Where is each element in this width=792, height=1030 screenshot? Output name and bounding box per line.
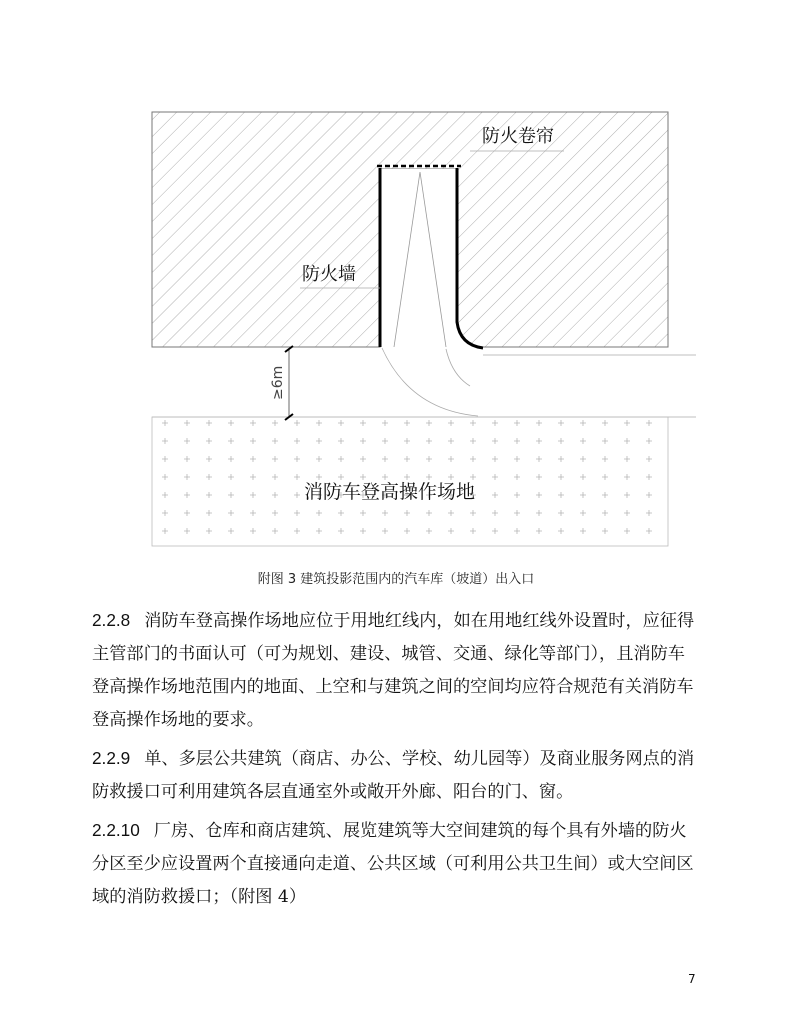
section-text: 单、多层公共建筑（商店、办公、学校、幼儿园等）及商业服务网点的消防救援口可利用建筑各层直通室外或敞开外廊、阳台的门、窗。 — [92, 749, 695, 802]
section-number: 2.2.10 — [92, 820, 140, 840]
section-number: 2.2.9 — [92, 748, 131, 768]
page-number: 7 — [688, 972, 696, 986]
section-text: 厂房、仓库和商店建筑、展览建筑等大空间建筑的每个具有外墙的防火分区至少应设置两个直接通向走道、公共区域（可利用公共卫生间）或大空间区域的消防救援口；（附图 4） — [92, 821, 694, 907]
figure-caption: 附图 3 建筑投影范围内的汽车库（坡道）出入口 — [257, 572, 535, 587]
distance-label: ≥6m — [270, 365, 286, 400]
turn-curve-right — [446, 349, 470, 386]
label-fire-wall: 防火墙 — [302, 264, 356, 285]
section-text: 消防车登高操作场地应位于用地红线内，如在用地红线外设置时，应征得主管部门的书面认可（可为规划、建设、城管、交通、绿化等部门），且消防车登高操作场地范围内的地面、上空和与建筑之间的空间均应符合规范有关消防车登高操作场地的要求。 — [92, 611, 695, 730]
section-number: 2.2.8 — [92, 610, 131, 630]
section-2-2-10 — [92, 814, 702, 914]
ramp-opening — [380, 169, 457, 347]
turn-curve-left — [382, 348, 478, 416]
label-fire-shutter: 防火卷帘 — [482, 126, 554, 147]
section-2-2-9 — [92, 742, 702, 809]
label-operation-area: 消防车登高操作场地 — [304, 481, 476, 503]
distance-dimension — [270, 346, 293, 420]
section-2-2-8 — [92, 604, 702, 737]
